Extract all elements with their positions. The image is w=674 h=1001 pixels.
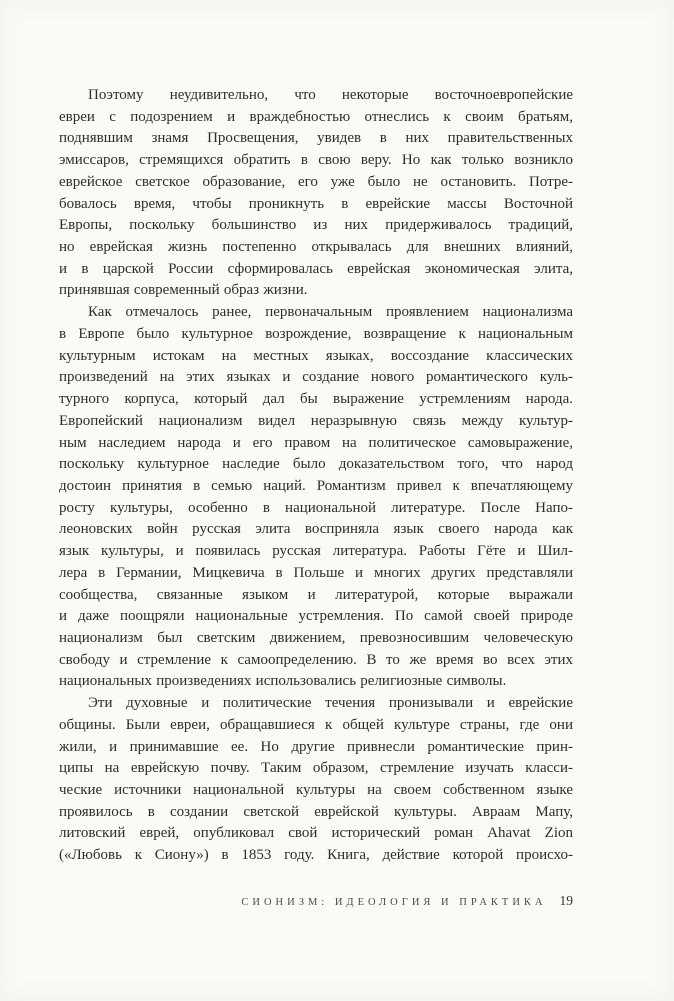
page-footer: [59, 893, 573, 909]
text-line: Поэтому неудивительно, что некоторые восточноевропейские: [88, 87, 573, 103]
text-line: эмиссаров, стремящихся обратить в свою веру. Но как только возникло: [59, 152, 573, 169]
text-line: леоновских войн русская элита восприняла язык своего народа как: [59, 521, 573, 538]
running-title: СИОНИЗМ: ИДЕОЛОГИЯ И ПРАКТИКА: [241, 897, 547, 908]
text-line: достоин принятия в семью наций. Романтизм привел к впечатляющему: [59, 477, 573, 494]
text-line: росту культуры, особенно в национальной литературе. После Напо-: [59, 499, 573, 516]
text-line: Европы, поскольку большинство из них придерживалось традиций,: [59, 217, 573, 234]
text-line: общины. Были евреи, обращавшиеся к общей культуре страны, где они: [59, 716, 573, 733]
text-line: жили, и принимавшие ее. Но другие привнесли романтические прин-: [59, 738, 573, 755]
text-line: национальных произведениях использовались религиозные символы.: [59, 673, 507, 690]
text-line: поднявшим знамя Просвещения, увидев в них правительственных: [59, 130, 573, 147]
text-line: лера в Германии, Мицкевича в Польше и многих других представляли: [59, 564, 573, 581]
body-text: [59, 85, 573, 867]
text-line: ным наследием народа и его правом на политическое самовыражение,: [59, 434, 573, 451]
text-line: и в царской России сформировалась еврейская экономическая элита,: [59, 260, 573, 277]
text-line: национализм был светским движением, превозносившим человеческую: [59, 629, 573, 646]
text-line: литовский еврей, опубликовал свой исторический роман Ahavat Zion: [59, 825, 573, 842]
text-line: проявилось в создании светской еврейской культуры. Авраам Мапу,: [59, 803, 573, 820]
text-line: Как отмечалось ранее, первоначальным проявлением национализма: [88, 304, 573, 321]
text-line: произведений на этих языках и создание нового романтического куль-: [59, 369, 573, 386]
text-line: турного корпуса, который дал бы выражение устремлениям народа.: [59, 391, 573, 408]
text-line: язык культуры, и появилась русская литература. Работы Гёте и Шил-: [59, 543, 573, 560]
text-line: поскольку культурное наследие было доказательством того, что народ: [59, 456, 573, 473]
text-line: бовалось время, чтобы проникнуть в еврейские массы Восточной: [59, 195, 573, 212]
text-line: в Европе было культурное возрождение, возвращение к национальным: [59, 325, 573, 342]
text-line: евреи с подозрением и враждебностью отнеслись к своим братьям,: [59, 108, 573, 125]
text-line: еврейское светское образование, его уже было не остановить. Потре-: [59, 173, 573, 190]
text-line: свободу и стремление к самоопределению. В то же время во всех этих: [59, 651, 573, 668]
text-line: но еврейская жизнь постепенно открывалась для внешних влияний,: [59, 239, 573, 256]
text-line: («Любовь к Сиону») в 1853 году. Книга, действие которой происхо-: [59, 847, 573, 864]
page-number: 19: [559, 893, 573, 908]
text-line: и даже поощряли национальные устремления. По самой своей природе: [59, 608, 573, 625]
text-line: ческие источники национальной культуры на своем собственном языке: [59, 782, 573, 798]
text-line: сообщества, связанные языком и литературой, которые выражали: [59, 586, 573, 603]
text-line: ципы на еврейскую почву. Таким образом, стремление изучать класси-: [59, 760, 573, 777]
text-line: Европейский национализм видел неразрывную связь между культур-: [59, 412, 573, 429]
text-line: культурным истокам на местных языках, воссоздание классических: [59, 347, 573, 364]
text-line: принявшая современный образ жизни.: [59, 282, 308, 299]
text-line: Эти духовные и политические течения пронизывали и еврейские: [88, 695, 573, 712]
